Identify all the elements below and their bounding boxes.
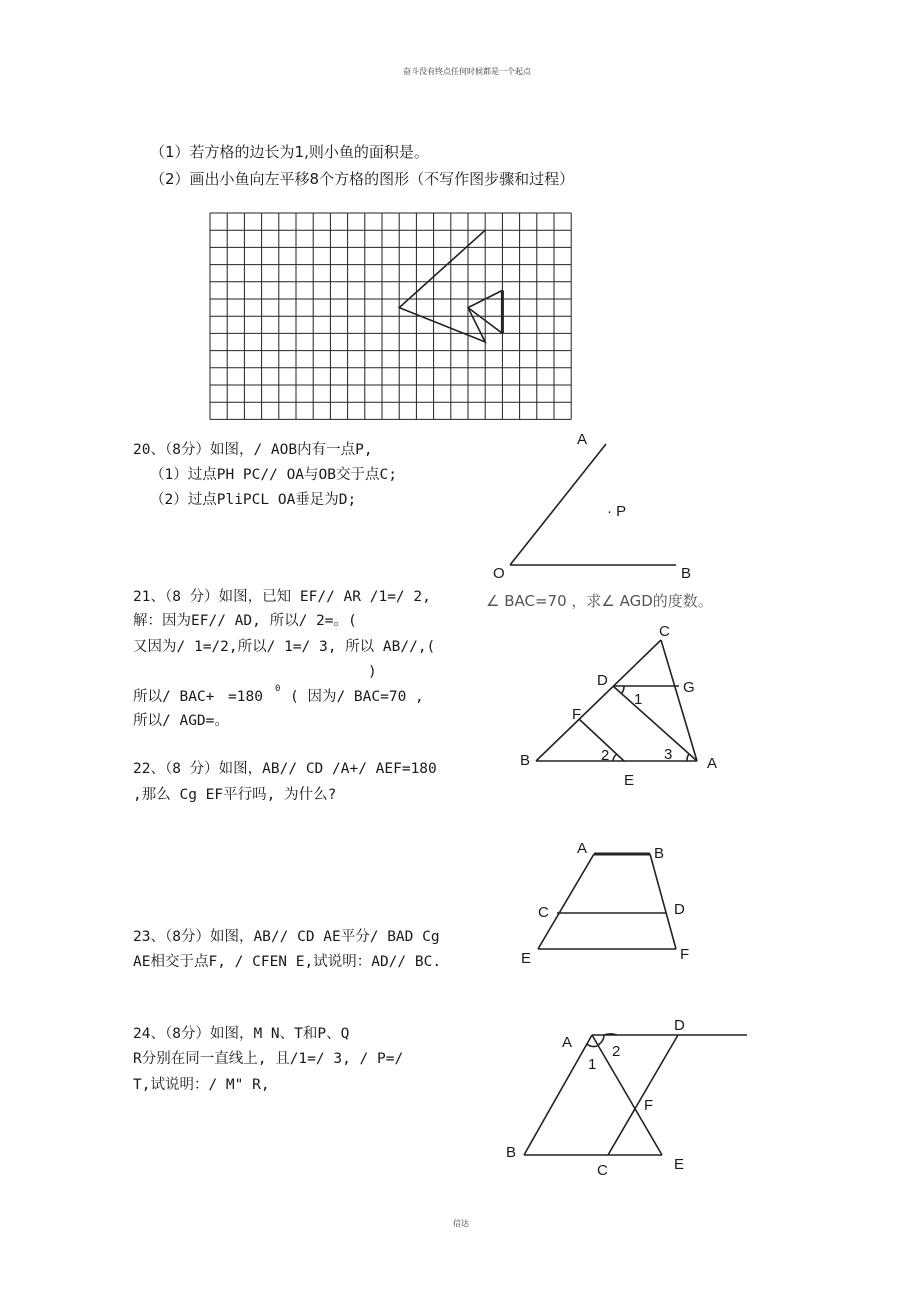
q22-label-b: B bbox=[654, 845, 665, 862]
q21-line5: 所以/ AGD=。 bbox=[133, 713, 229, 729]
q21-label-3: 3 bbox=[664, 746, 673, 763]
q21-line1: 21、（8 分）如图，已知 EF// AR /1=/ 2, bbox=[133, 589, 431, 605]
q21-line1-tail: ∠ BAC=70 ，求∠ AGD的度数。 bbox=[486, 592, 713, 610]
segment-ae bbox=[592, 1035, 662, 1155]
q24-label-a: A bbox=[562, 1034, 573, 1051]
q21-label-a: A bbox=[707, 755, 718, 772]
q20-label-a: A bbox=[577, 431, 588, 448]
q22-line2: ,那么 Cg EF平行吗, 为什么? bbox=[133, 787, 337, 803]
q21-line4-sup: 0 bbox=[275, 684, 281, 694]
q20-line1: （1）过点PH PC// OA与OB交于点C; bbox=[150, 467, 397, 483]
q21-line4-c: ( 因为/ BAC=70 , bbox=[290, 689, 424, 705]
footer-text: 信达 bbox=[453, 1219, 469, 1228]
q20-line2: （2）过点PliPCL OA垂足为D; bbox=[150, 492, 357, 508]
header-motto: 奋斗没有终点任何时候都是一个起点 bbox=[403, 67, 531, 76]
q22-label-a: A bbox=[577, 840, 588, 857]
q20-label-b: B bbox=[681, 565, 692, 582]
q21-line4-a: 所以/ BAC+ bbox=[133, 689, 215, 705]
q22-line1: 22、（8 分）如图，AB// CD /A+/ AEF=180 bbox=[133, 761, 437, 777]
q21-label-f: F bbox=[572, 706, 582, 723]
angle-2-arc bbox=[598, 1035, 604, 1045]
q20-label-o: O bbox=[493, 565, 505, 582]
q24-label-c: C bbox=[597, 1162, 608, 1179]
q24-line3: T,试说明：/ M" R, bbox=[133, 1077, 270, 1093]
q21-label-g: G bbox=[683, 679, 695, 696]
q24-label-e: E bbox=[674, 1156, 685, 1173]
q22-label-c: C bbox=[538, 904, 549, 921]
q24-line1: 24、（8分）如图，M N、T和P、Q bbox=[133, 1026, 350, 1042]
q24-label-2: 2 bbox=[612, 1043, 621, 1060]
q22-label-e: E bbox=[521, 950, 532, 967]
q24-line2: R分别在同一直线上, 且/1=/ 3, / P=/ bbox=[133, 1051, 404, 1067]
q24-label-b: B bbox=[506, 1144, 517, 1161]
q21-label-c: C bbox=[659, 623, 670, 640]
q24-label-d: D bbox=[674, 1017, 685, 1034]
q20-title: 20、（8分）如图，/ AOB内有一点P, bbox=[133, 442, 373, 458]
q21-label-2: 2 bbox=[601, 747, 610, 764]
q24-label-f: F bbox=[644, 1097, 654, 1114]
q21-label-b: B bbox=[520, 752, 531, 769]
q23-line1: 23、（8分）如图，AB// CD AE平分/ BAD Cg bbox=[133, 929, 440, 945]
q20-label-p: · P bbox=[607, 503, 627, 520]
q21-label-1: 1 bbox=[634, 691, 643, 708]
q22-label-d: D bbox=[674, 901, 685, 918]
q22-label-f: F bbox=[680, 946, 690, 963]
q21-label-d: D bbox=[597, 672, 608, 689]
q23-line2: AE相交于点F, / CFEN E,试说明：AD// BC. bbox=[133, 954, 442, 970]
q19-part2: （2）画出小鱼向左平移8个方格的图形（不写作图步骤和过程） bbox=[150, 170, 575, 188]
q21-line3: 又因为/ 1=/2,所以/ 1=/ 3, 所以 AB//,( bbox=[133, 639, 436, 655]
q21-line4-b: =180 bbox=[228, 689, 263, 705]
q19-part1: （1）若方格的边长为1,则小鱼的面积是。 bbox=[150, 143, 429, 161]
segment-ab bbox=[524, 1035, 592, 1155]
q21-line2: 解：因为EF// AD, 所以/ 2=。( bbox=[133, 613, 357, 629]
q21-line3b: ) bbox=[368, 664, 377, 680]
q21-label-e: E bbox=[624, 772, 635, 789]
q24-label-1: 1 bbox=[588, 1056, 597, 1073]
